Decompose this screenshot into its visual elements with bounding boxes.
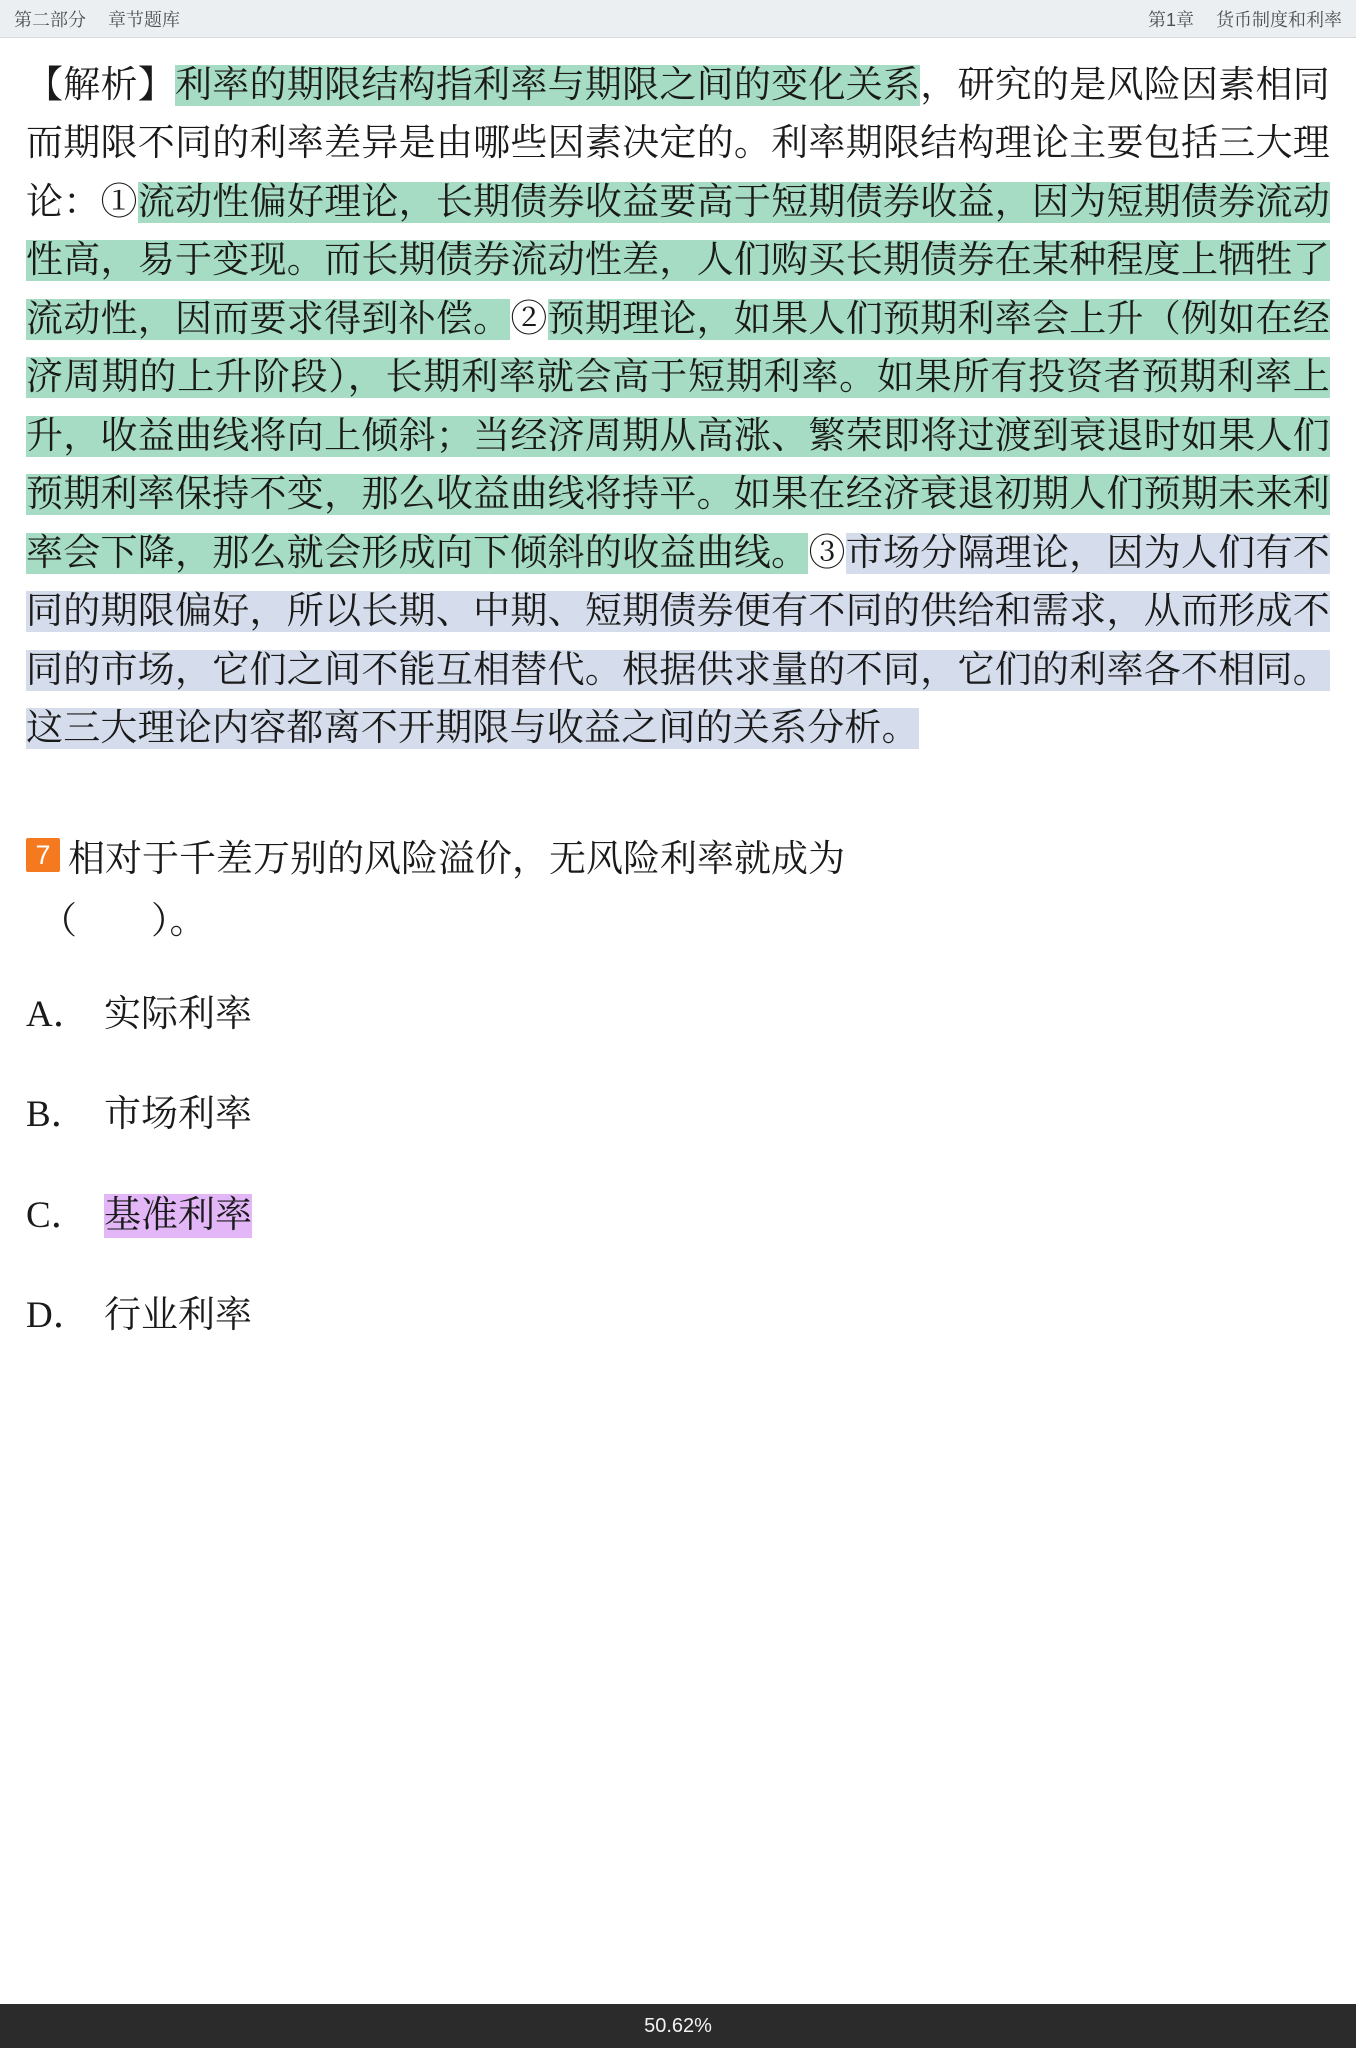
analysis-segment-7: 市场分隔理论，因为人们有不同的期限偏好，所以长期、中期、短期债券便有不同的供给和需求，从而形成不同的市场，它们之间不能互相替代。根据供求量的不同，它们的利率各不相同。这三大理论内容都离不开期限与收益之间的关系分析。	[26, 532, 1331, 749]
page-header	[0, 0, 1356, 38]
analysis-paragraph	[26, 57, 1330, 758]
header-right-group	[1148, 6, 1342, 32]
question-stem-line1: 相对于千差万别的风险溢价，无风险利率就成为	[68, 839, 845, 881]
option-a-text: 实际利率	[104, 993, 252, 1035]
option-b-letter: B．	[26, 1094, 88, 1136]
header-part-label: 第二部分	[14, 9, 86, 30]
analysis-segment-6: ③	[808, 532, 846, 574]
header-section-label: 章节题库	[108, 9, 180, 30]
analysis-segment-3: 流动性偏好理论，长期债券收益要高于短期债券收益，因为短期债券流动性高，易于变现。而长期债券流动性差，人们购买长期债券在某种程度上牺牲了流动性，因而要求得到补偿。	[26, 181, 1330, 340]
analysis-segment-4: ②	[510, 298, 548, 340]
spacer	[26, 758, 1330, 830]
header-chapter-title: 货币制度和利率	[1216, 9, 1342, 30]
option-d-text: 行业利率	[104, 1294, 252, 1336]
option-c[interactable]	[26, 1194, 1330, 1238]
option-a[interactable]	[26, 993, 1330, 1037]
question-number-badge: 7	[26, 838, 60, 872]
analysis-segment-1: 利率的期限结构指利率与期限之间的变化关系	[175, 65, 921, 106]
header-left-group	[14, 6, 180, 32]
page-content	[0, 39, 1356, 2004]
question-block	[26, 830, 1330, 950]
analysis-segment-5: 预期理论，如果人们预期利率会上升（例如在经济周期的上升阶段），长期利率就会高于短期利率。如果所有投资者预期利率上升，收益曲线将向上倾斜；当经济周期从高涨、繁荣即将过渡到衰退时如果人们预期利率保持不变，那么收益曲线将持平。如果在经济衰退初期人们预期未来利率会下降，那么就会形成向下倾斜的收益曲线。	[26, 298, 1330, 574]
analysis-segment-2: ，研究的是风险因素相同而期限不同的利率差异是由哪些因素决定的。利率期限结构理论主要包括三大理论：①	[26, 65, 1331, 223]
option-d-letter: D．	[26, 1294, 90, 1336]
reader-footer	[0, 2004, 1356, 2048]
option-a-letter: A．	[26, 993, 90, 1035]
option-c-letter: C．	[26, 1194, 88, 1236]
option-b[interactable]	[26, 1093, 1330, 1137]
options-list	[26, 993, 1330, 1339]
option-c-text: 基准利率	[104, 1194, 252, 1238]
progress-label: 50.62%	[644, 2014, 712, 2037]
option-d[interactable]	[26, 1294, 1330, 1338]
option-b-text: 市场利率	[104, 1094, 252, 1136]
question-stem-line2: （ ）。	[40, 900, 207, 942]
analysis-tag: 【解析】	[26, 65, 176, 106]
header-chapter-label: 第1章	[1147, 9, 1194, 30]
